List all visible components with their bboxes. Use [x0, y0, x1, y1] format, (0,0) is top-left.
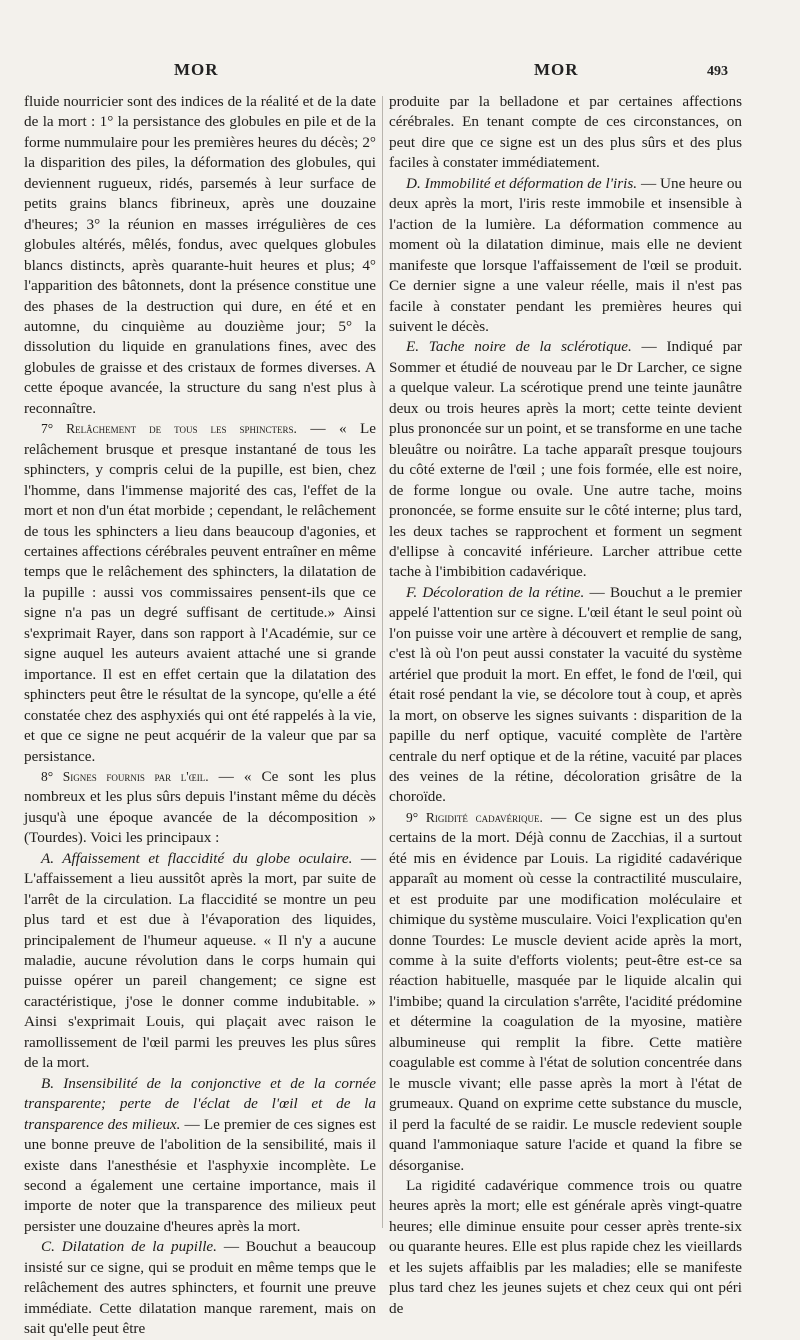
paragraph	[24, 849, 376, 1074]
paragraph-text: — Le premier de ces signes est une bonne preuve de l'abolition de la sensibilité, mais il existe dans l'anesthésie et l'asphyxie incomplète. Le second a également une certaine importance, mais il importe de noter que la transparence des milieux peut persister une douzaine d'heures après la mort.	[24, 1115, 377, 1235]
paragraph	[24, 1237, 376, 1339]
paragraph-lead: 7° Relâchement de tous les sphincters.	[41, 421, 297, 437]
header-left-title: MOR	[174, 60, 219, 79]
header-right-title: MOR	[534, 60, 579, 79]
paragraph	[24, 92, 376, 419]
paragraph-lead: B. Insensibilité de la conjonctive et de la cornée transparente; perte de l'éclat de l'œil et de la transparence des milieux.	[24, 1074, 376, 1133]
column-divider	[382, 96, 383, 1228]
paragraph-text: La rigidité cadavérique commence trois ou quatre heures après la mort; elle est générale après vingt-quatre heures; elle diminue ensuite pour cesser après trente-six ou quarante heures. Elle est plus rapide chez les vieillards et les sujets affaiblis par les maladies; elle se manifeste plus tard chez les jeunes sujets et chez ceux qui ont péri de	[389, 1177, 742, 1317]
paragraph	[24, 767, 376, 849]
paragraph	[389, 92, 742, 174]
right-column	[389, 92, 742, 1319]
paragraph-text: — Bouchut a beaucoup insisté sur ce signe, qui se produit en même temps que le relâchement des autres sphincters, et fournit une preuve immédiate. Cette dilatation manque rarement, mais on sait qu'elle peut être	[24, 1238, 376, 1338]
paragraph-text: — Une heure ou deux après la mort, l'iris reste immobile et insensible à l'action de la lumière. La déformation commence au moment où la dilatation diminue, mais elle ne devient manifeste que lorsque l'affaissement de l'œil se produit. Ce dernier signe a une valeur réelle, mais il n'est pas facile à constater pendant les premières heures qui suivent le décès.	[389, 174, 743, 335]
paragraph-text: — Bouchut a le premier appelé l'attention sur ce signe. L'œil étant le seul point où l'on puisse voir une artère à découvert et remplie de sang, c'est là où l'on peut aussi constater la vacuité du système artériel que produit la mort. En effet, le fond de l'œil, qui était rosé pendant la vie, se décolore tout à coup, et après la mort, on observe les signes suivants : disparition de la papille du nerf optique, vacuité complète de l'artère centrale du nerf optique et de la rétine, vacuité par places des veines de la rétine, décoloration grisâtre de la choroïde.	[389, 583, 742, 806]
paragraph-lead: F. Décoloration de la rétine.	[406, 583, 585, 601]
left-column	[24, 92, 376, 1340]
page-number: 493	[707, 64, 728, 79]
paragraph	[389, 808, 742, 1176]
paragraph-lead: 8° Signes fournis par l'œil.	[41, 768, 209, 784]
paragraph-lead: E. Tache noire de la sclérotique.	[406, 338, 632, 356]
paragraph-text: — Indiqué par Sommer et étudié de nouveau par le Dr Larcher, ce signe a quelque valeur. La scérotique prend une teinte jaunâtre deux ou trois heures après la mort; cette teinte devient plus prononcée sur un point, et se transforme en une tache bleuâtre ou noirâtre. La tache apparaît presque toujours du côté externe de l'œil ; une fois formée, elle est noire, de forme longue ou ovale. Une autre tache, moins prononcée, se forme ensuite sur le côté interne; plus tard, les deux taches se rapprochent et forment un segment d'ellipse à concavité inférieure. Larcher attribue cette tache à l'imbibition cadavérique.	[389, 338, 742, 581]
paragraph-lead: C. Dilatation de la pupille.	[41, 1238, 217, 1256]
paragraph	[389, 1176, 742, 1319]
paragraph	[389, 174, 742, 338]
paragraph-lead: A. Affaissement et flaccidité du globe oculaire.	[41, 849, 353, 867]
paragraph-text: — L'affaissement a lieu aussitôt après la mort, par suite de l'arrêt de la circulation. La flaccidité se montre un peu plus tard et est due à l'évaporation des liquides, principalement de l'humeur aqueuse. « Il n'y a aucune maladie, aucune révolution dans le corps humain qui puisse opérer un pareil changement; ce signe est caractéristique, j'ose le donner comme indubitable. » Ainsi s'exprimait Louis, qui plaçait avec raison le ramollissement de l'œil parmi les preuves les plus sûres de la mort.	[24, 849, 377, 1072]
running-header	[0, 54, 800, 82]
paragraph-text: — « Le relâchement brusque et presque instantané de tous les sphincters, y compris celui de la pupille, est bien, chez l'homme, dans l'immense majorité des cas, l'effet de la mort et non d'un état morbide ; cependant, le relâchement de tous les sphincters a lieu dans beaucoup d'agonies, et certaines affections cérébrales peuvent entraîner en même temps que le relâchement des sphincters, la dilatation de la pupille : aussi vos commissaires pensent-ils que ce signe n'a pas un degré suffisant de certitude.» Ainsi s'exprimait Rayer, dans son rapport à l'Académie, sur ce signe auquel les auteurs avaient attaché une si grande importance. Il est en effet certain que la dilatation des sphincters peut être le résultat de la syncope, qu'elle a été constatée chez des asphyxiés qui ont été rappelés à la vie, et que ce signe ne peut acquérir de la valeur que par sa persistance.	[24, 420, 376, 765]
paragraph-text: produite par la belladone et par certaines affections cérébrales. En tenant compte de ces circonstances, on peut dire que ce signe est un des plus sûrs et des plus faciles à constater immédiatement.	[389, 93, 742, 172]
paragraph-text: — « Ce sont les plus nombreux et les plus sûrs depuis l'instant même du décès jusqu'à une époque avancée de la décomposition » (Tourdes). Voici les principaux :	[24, 767, 376, 847]
paragraph	[389, 583, 742, 808]
paragraph-text: fluide nourricier sont des indices de la réalité et de la date de la mort : 1° la persistance des globules en pile et de la forme nummulaire pour les premières heures du décès; 2° la disparition des piles, la déformation des globules, qui deviennent rugueux, ridés, parsemés à leur surface de petits grains blancs fibrineux, après une douzaine d'heures; 3° la réunion en masses irrégulières de ces globules altérés, mêlés, fondus, avec quelques globules blancs distincts, après quarante-huit heures et plus; 4° l'apparition des bâtonnets, dont la présence constitue une des phases de la destruction qui dure, en été et en automne, du cinquième au douzième jour; 5° la dissolution du liquide en granulations fines, avec des globules de graisse et des cristaux de formes diverses. A cette époque avancée, la structure du sang n'est plus à reconnaître.	[24, 93, 376, 417]
paragraph-lead: 9° Rigidité cadavérique.	[406, 809, 543, 825]
paragraph-text: — Ce signe est un des plus certains de la mort. Déjà connu de Zacchias, il a surtout été mis en évidence par Louis. La rigidité cadavérique apparaît au moment où cesse la contractilité musculaire, et est produite par une modification moléculaire et chimique du système musculaire. Voici l'explication qu'en donne Tourdes: Le muscle devient acide après la mort, comme à la suite d'efforts violents; peut-être est-ce sa réaction habituelle, masquée par le liquide alcalin qui l'imbibe; quand la circulation s'arrête, l'acidité prédomine et détermine la coagulation de la myosine, matière albumineuse qui remplit la fibre. Cette matière coagulable est comme à l'état de solution concentrée dans le muscle vivant; elle passe après la mort à l'état de grumeaux. Quand on exprime cette substance du muscle, il perd la faculté de se raidir. Le muscle redevient souple quand l'ammoniaque sature l'acide et quand la fibre se désorganise.	[389, 808, 742, 1174]
paragraph	[24, 1074, 376, 1238]
paragraph	[389, 337, 742, 582]
paragraph	[24, 419, 376, 767]
paragraph-lead: D. Immobilité et déformation de l'iris.	[406, 174, 638, 192]
